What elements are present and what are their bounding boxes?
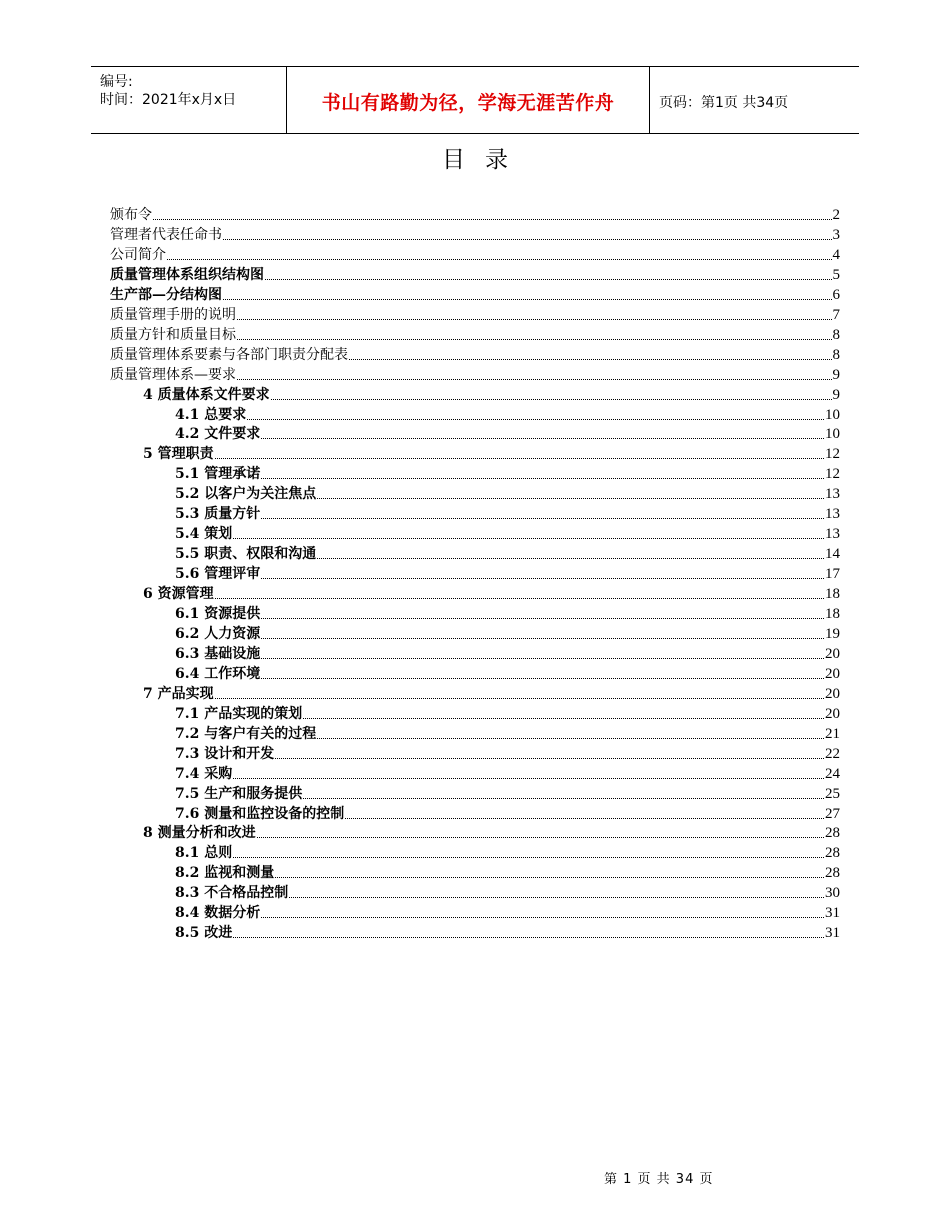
toc-entry-title: 5.3 质量方针 xyxy=(175,506,261,523)
toc-dot-leader xyxy=(275,876,824,878)
toc-dot-leader xyxy=(261,657,824,659)
toc-entry-page: 19 xyxy=(825,625,840,642)
toc-dot-leader xyxy=(233,936,824,938)
toc-entry-page: 27 xyxy=(825,805,840,822)
toc-entry-page: 28 xyxy=(825,865,840,882)
toc-entry[interactable] xyxy=(175,863,840,883)
toc-dot-leader xyxy=(237,338,832,340)
toc-entry[interactable] xyxy=(175,923,840,943)
toc-entry-page: 2 xyxy=(832,207,840,223)
toc-entry-page: 20 xyxy=(825,705,840,722)
toc-entry-page: 4 xyxy=(832,246,840,263)
toc-entry-title: 7.6 测量和监控设备的控制 xyxy=(175,805,345,822)
toc-entry-title: 颁布令 xyxy=(110,207,152,223)
toc-entry[interactable] xyxy=(175,524,840,544)
toc-entry-title: 8 测量分析和改进 xyxy=(143,825,256,842)
toc-entry[interactable] xyxy=(110,225,840,245)
toc-entry-page: 10 xyxy=(825,406,840,423)
toc-dot-leader xyxy=(233,856,824,858)
toc-entry-title: 质量管理手册的说明 xyxy=(110,306,236,323)
toc-entry-title: 8.2 监视和测量 xyxy=(175,865,275,882)
toc-dot-leader xyxy=(261,437,824,439)
toc-entry-page: 9 xyxy=(832,386,840,403)
toc-entry[interactable] xyxy=(143,444,840,464)
toc-dot-leader xyxy=(349,358,832,360)
header-left-cell xyxy=(91,67,287,133)
toc-entry-title: 8.5 改进 xyxy=(175,925,233,942)
toc-dot-leader xyxy=(265,278,832,280)
toc-entry-title: 5.5 职责、权限和沟通 xyxy=(175,546,317,563)
toc-entry[interactable] xyxy=(110,345,840,365)
toc-entry[interactable] xyxy=(175,484,840,504)
toc-dot-leader xyxy=(237,378,832,380)
toc-entry[interactable] xyxy=(143,823,840,843)
toc-entry-page: 31 xyxy=(825,905,840,922)
toc-entry-title: 6.2 人力资源 xyxy=(175,625,261,642)
toc-entry-page: 13 xyxy=(825,526,840,543)
toc-entry-title: 4.2 文件要求 xyxy=(175,426,261,443)
toc-entry[interactable] xyxy=(175,664,840,684)
toc-entry-page: 7 xyxy=(832,306,840,323)
toc-entry[interactable] xyxy=(110,365,840,385)
toc-dot-leader xyxy=(317,557,824,559)
toc-entry-title: 7.4 采购 xyxy=(175,765,233,782)
toc-entry[interactable] xyxy=(110,325,840,345)
toc-entry-title: 5 管理职责 xyxy=(143,446,214,463)
toc-entry-page: 18 xyxy=(825,586,840,603)
toc-entry-title: 4.1 总要求 xyxy=(175,406,247,423)
toc-entry-title: 质量方针和质量目标 xyxy=(110,326,236,343)
toc-entry[interactable] xyxy=(110,305,840,325)
toc-entry-title: 公司简介 xyxy=(110,246,166,263)
toc-entry-page: 21 xyxy=(825,725,840,742)
toc-entry-page: 12 xyxy=(825,446,840,463)
toc-entry[interactable] xyxy=(110,245,840,265)
toc-entry[interactable] xyxy=(143,584,840,604)
toc-entry-page: 5 xyxy=(832,266,840,283)
toc-dot-leader xyxy=(289,896,824,898)
toc-entry-title: 6.4 工作环境 xyxy=(175,665,261,682)
toc-entry-page: 6 xyxy=(832,286,840,303)
header-slogan: 书山有路勤为径，学海无涯苦作舟 xyxy=(321,92,615,114)
toc-entry[interactable] xyxy=(110,205,840,225)
toc-dot-leader xyxy=(215,597,824,599)
toc-entry[interactable] xyxy=(175,464,840,484)
toc-entry-title: 7 产品实现 xyxy=(143,685,214,702)
toc-entry-page: 22 xyxy=(825,745,840,762)
toc-entry-page: 12 xyxy=(825,466,840,483)
toc-entry[interactable] xyxy=(175,883,840,903)
toc-dot-leader xyxy=(317,497,824,499)
toc-entry[interactable] xyxy=(175,644,840,664)
toc-entry[interactable] xyxy=(175,903,840,923)
toc-dot-leader xyxy=(215,457,824,459)
toc-entry-page: 20 xyxy=(825,665,840,682)
toc-entry[interactable] xyxy=(175,804,840,824)
toc-entry-page: 31 xyxy=(825,925,840,942)
toc-entry[interactable] xyxy=(175,764,840,784)
toc-dot-leader xyxy=(261,916,824,918)
toc-entry-title: 5.1 管理承诺 xyxy=(175,466,261,483)
toc-entry[interactable] xyxy=(175,744,840,764)
toc-entry[interactable] xyxy=(110,265,840,285)
toc-dot-leader xyxy=(233,777,824,779)
toc-dot-leader xyxy=(261,637,824,639)
toc-entry-title: 质量管理体系—要求 xyxy=(110,366,236,383)
toc-dot-leader xyxy=(167,258,832,260)
toc-entry-title: 管理者代表任命书 xyxy=(110,226,222,243)
toc-entry-title: 8.3 不合格品控制 xyxy=(175,885,289,902)
toc-entry[interactable] xyxy=(175,544,840,564)
toc-entry-page: 28 xyxy=(825,825,840,842)
toc-entry-page: 10 xyxy=(825,426,840,443)
header-right-cell xyxy=(650,67,859,133)
toc-entry[interactable] xyxy=(175,784,840,804)
toc-entry-page: 14 xyxy=(825,546,840,563)
document-date-label: 时间：2021年x月x日 xyxy=(100,92,237,108)
toc-entry-title: 6.1 资源提供 xyxy=(175,606,261,622)
toc-title: 目录 xyxy=(442,147,528,173)
toc-dot-leader xyxy=(237,318,832,320)
toc-entry-page: 25 xyxy=(825,785,840,802)
toc-dot-leader xyxy=(275,757,824,759)
page-footer: 第 1 页 共 34 页 xyxy=(604,1172,714,1187)
toc-entry-page: 30 xyxy=(825,885,840,902)
toc-entry-page: 3 xyxy=(832,226,840,243)
toc-entry-title: 8.1 总则 xyxy=(175,845,233,862)
toc-entry-title: 5.4 策划 xyxy=(175,526,233,543)
toc-entry[interactable] xyxy=(175,704,840,724)
toc-entry[interactable] xyxy=(143,684,840,704)
toc-entry-title: 7.5 生产和服务提供 xyxy=(175,785,303,802)
toc-dot-leader xyxy=(345,817,824,819)
toc-dot-leader xyxy=(223,298,832,300)
toc-entry-page: 9 xyxy=(832,366,840,383)
toc-entry[interactable] xyxy=(175,843,840,863)
toc-entry-page: 18 xyxy=(825,606,840,622)
toc-entry[interactable] xyxy=(143,385,840,405)
toc-entry-title: 7.2 与客户有关的过程 xyxy=(175,725,317,742)
toc-entry[interactable] xyxy=(175,624,840,644)
toc-dot-leader xyxy=(233,537,824,539)
header-page-indicator: 页码：第1页 共34页 xyxy=(659,95,789,111)
toc-dot-leader xyxy=(261,477,824,479)
page-header xyxy=(91,66,859,134)
toc-entry[interactable] xyxy=(175,564,840,584)
toc-entry-title: 5.6 管理评审 xyxy=(175,566,261,583)
toc-dot-leader xyxy=(271,398,832,400)
toc-entry-title: 4 质量体系文件要求 xyxy=(143,386,270,403)
toc-entry[interactable] xyxy=(175,724,840,744)
toc-entry-title: 6.3 基础设施 xyxy=(175,645,261,662)
toc-entry-page: 8 xyxy=(832,326,840,343)
toc-entry-page: 13 xyxy=(825,486,840,503)
toc-entry[interactable] xyxy=(175,405,840,425)
toc-dot-leader xyxy=(261,517,824,519)
toc-entry-title: 6 资源管理 xyxy=(143,586,214,603)
toc-entry-title: 7.1 产品实现的策划 xyxy=(175,705,303,722)
toc-dot-leader xyxy=(257,836,824,838)
toc-entry-title: 质量管理体系组织结构图 xyxy=(110,266,264,283)
toc-entry-title: 质量管理体系要素与各部门职责分配表 xyxy=(110,346,348,363)
header-middle-cell xyxy=(287,67,650,133)
toc-entry-page: 28 xyxy=(825,845,840,862)
toc-dot-leader xyxy=(303,717,824,719)
document-number-label: 编号: xyxy=(100,74,133,90)
toc-entry-page: 13 xyxy=(825,506,840,523)
toc-dot-leader xyxy=(303,797,824,799)
toc-dot-leader xyxy=(317,737,824,739)
toc-entry[interactable] xyxy=(175,504,840,524)
toc-dot-leader xyxy=(247,418,824,420)
toc-entry[interactable] xyxy=(175,604,840,624)
toc-entry-page: 20 xyxy=(825,645,840,662)
toc-entry-title: 5.2 以客户为关注焦点 xyxy=(175,486,317,503)
toc-entry-title: 7.3 设计和开发 xyxy=(175,745,275,762)
toc-dot-leader xyxy=(261,577,824,579)
toc-entry[interactable] xyxy=(175,424,840,444)
toc-entry-page: 24 xyxy=(825,765,840,782)
toc-entry-page: 20 xyxy=(825,685,840,702)
toc-entry-title: 8.4 数据分析 xyxy=(175,905,261,922)
toc-dot-leader xyxy=(261,617,824,619)
toc-dot-leader xyxy=(215,697,824,699)
toc-dot-leader xyxy=(261,677,824,679)
toc-entry-page: 8 xyxy=(832,346,840,363)
toc-entry[interactable] xyxy=(110,285,840,305)
toc-entry-title: 生产部—分结构图 xyxy=(110,286,222,303)
toc-dot-leader xyxy=(153,218,832,220)
toc-entry-page: 17 xyxy=(825,566,840,583)
toc-dot-leader xyxy=(223,238,832,240)
